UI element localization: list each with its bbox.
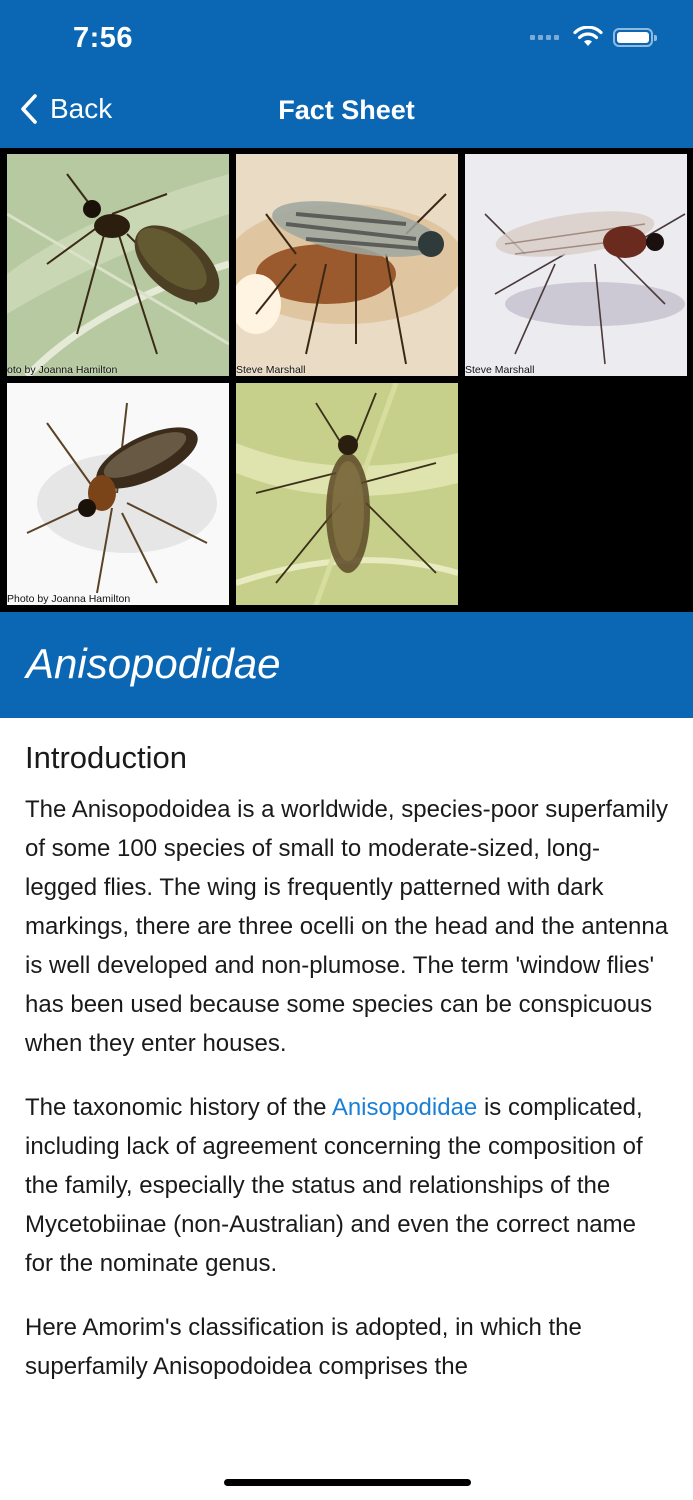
family-name-title: Anisopodidae	[26, 640, 281, 687]
photo-thumbnail-4[interactable]	[7, 383, 229, 605]
page-title: Fact Sheet	[278, 95, 415, 125]
fly-photo-1	[7, 154, 229, 376]
paragraph-text: is complicated, including lack of agreement concerning the composition of the family, especially the status and relationships of the Mycetobiinae (non-Australian) and even the correct name for the nominate genus.	[25, 1094, 643, 1277]
photo-caption: oto by Joanna Hamilton	[7, 364, 118, 376]
photo-thumbnail-5[interactable]	[236, 383, 458, 605]
photo-thumbnail-1[interactable]	[7, 154, 229, 376]
back-label: Back	[50, 93, 113, 124]
fly-photo-3	[465, 154, 687, 376]
paragraph-text: The taxonomic history of the	[25, 1094, 332, 1121]
photo-gallery	[0, 148, 693, 612]
photo-thumbnail-3[interactable]	[465, 154, 687, 376]
status-time: 7:56	[73, 22, 134, 54]
fly-photo-4	[7, 383, 229, 605]
battery-icon	[613, 28, 653, 47]
photo-caption: Steve Marshall	[236, 364, 306, 376]
photo-thumbnail-2[interactable]	[236, 154, 458, 376]
navigation-header	[0, 0, 693, 148]
fact-sheet-content	[25, 740, 670, 1411]
home-indicator[interactable]	[224, 1479, 471, 1486]
intro-paragraph-3: Here Amorim's classification is adopted, in which the superfamily Anisopodoidea comprises the	[25, 1314, 582, 1380]
section-heading: Introduction	[25, 740, 187, 775]
family-title-band	[0, 612, 693, 718]
intro-paragraph-2	[25, 1088, 670, 1283]
photo-caption: Photo by Joanna Hamilton	[7, 593, 131, 605]
anisopodidae-link[interactable]: Anisopodidae	[331, 1094, 478, 1121]
photo-caption: Steve Marshall	[465, 364, 535, 376]
cellular-signal-icon	[530, 35, 559, 40]
intro-paragraph-1: The Anisopodoidea is a worldwide, species-poor superfamily of some 100 species of small to moderate-sized, long-legged flies. The wing is frequently patterned with dark markings, there are three ocelli on the head and the antenna is well developed and non-plumose. The term 'window flies' has been used because some species can be conspicuous when they enter houses.	[25, 796, 669, 1057]
fly-photo-5	[236, 383, 458, 605]
fly-photo-2	[236, 154, 458, 376]
wifi-icon	[573, 26, 603, 48]
status-icons	[530, 26, 653, 48]
